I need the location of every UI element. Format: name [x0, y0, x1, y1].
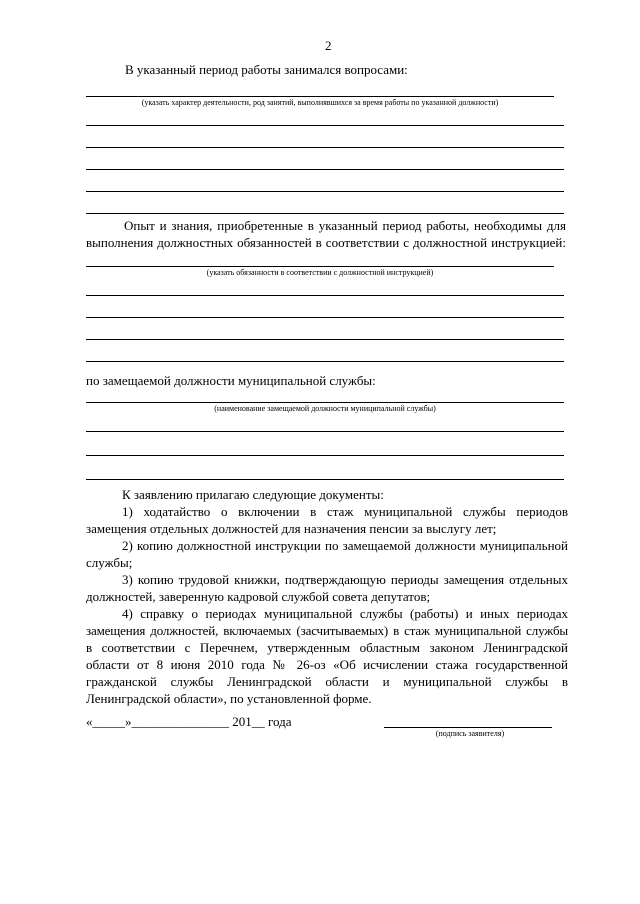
attachment-item-4-line-2: замещения должностей, включаемых (засчитываемых) в стаж муниципальной службы [86, 623, 568, 638]
attachment-item-1-line-2: замещения отдельных должностей для назначения пенсии за выслугу лет; [86, 521, 497, 536]
section2-fill-line-2 [86, 295, 564, 296]
section1-fill-line-5 [86, 191, 564, 192]
section1-fill-line-1 [86, 96, 554, 97]
attachment-item-4-line-5: гражданской службы Ленинградской области и муниципальной службы в [86, 674, 568, 689]
section1-fill-line-4 [86, 169, 564, 170]
attachment-item-2-line-1: 2) копию должностной инструкции по замещаемой должности муниципальной [122, 538, 568, 553]
section3-caption: (наименование замещаемой должности муниципальной службы) [214, 404, 436, 413]
attachment-item-3-line-2: должностей, заверенную кадровой службой совета депутатов; [86, 589, 431, 604]
attachment-item-3-line-1: 3) копию трудовой книжки, подтверждающую периоды замещения отдельных [122, 572, 568, 587]
section2-line-1: Опыт и знания, приобретенные в указанный период работы, необходимы для [124, 218, 566, 233]
section1-fill-line-2 [86, 125, 564, 126]
section2-caption: (указать обязанности в соответствии с должностной инструкцией) [206, 268, 434, 277]
section3-heading: по замещаемой должности муниципальной службы: [86, 373, 376, 388]
attachment-item-2-line-2: службы; [86, 555, 133, 570]
section2-line-2: выполнения должностных обязанностей в соответствии с должностной инструкцией: [86, 235, 566, 250]
section3-fill-line-1 [86, 402, 564, 403]
section3-fill-line-2 [86, 431, 564, 432]
attachment-item-2 [86, 537, 568, 571]
section2-fill-line-3 [86, 317, 564, 318]
attachment-item-3 [86, 571, 568, 605]
section1-caption: (указать характер деятельности, род занятий, выполнявшихся за время работы по указанной должности) [141, 98, 499, 107]
attachment-item-1-line-1: 1) ходатайство о включении в стаж муниципальной службы периодов [122, 504, 568, 519]
section1-fill-line-6 [86, 213, 564, 214]
section1-heading: В указанный период работы занимался вопросами: [125, 62, 408, 77]
section2-paragraph [86, 217, 566, 251]
signature-line [384, 727, 552, 728]
section2-fill-line-1 [86, 266, 554, 267]
attachment-item-4 [86, 605, 568, 707]
signature-caption: (подпись заявителя) [435, 729, 505, 738]
attachment-item-4-line-6: Ленинградской области», по установленной форме. [86, 691, 372, 706]
attachment-item-1 [86, 503, 568, 537]
section3-fill-line-3 [86, 455, 564, 456]
attachment-item-4-line-4: области от 8 июня 2010 года № 26-оз «Об исчислении стажа государственной [86, 657, 568, 672]
attachments-intro: К заявлению прилагаю следующие документы: [122, 487, 384, 502]
section2-fill-line-5 [86, 361, 564, 362]
section3-fill-line-4 [86, 479, 564, 480]
attachment-item-4-line-1: 4) справку о периодах муниципальной службы (работы) и иных периодах [122, 606, 568, 621]
section2-fill-line-4 [86, 339, 564, 340]
attachment-item-4-line-3: в соответствии с Перечнем, утвержденным областным законом Ленинградской [86, 640, 568, 655]
page-number: 2 [325, 38, 332, 53]
date-line: «_____»_______________ 201__ года [86, 714, 292, 729]
section1-fill-line-3 [86, 147, 564, 148]
